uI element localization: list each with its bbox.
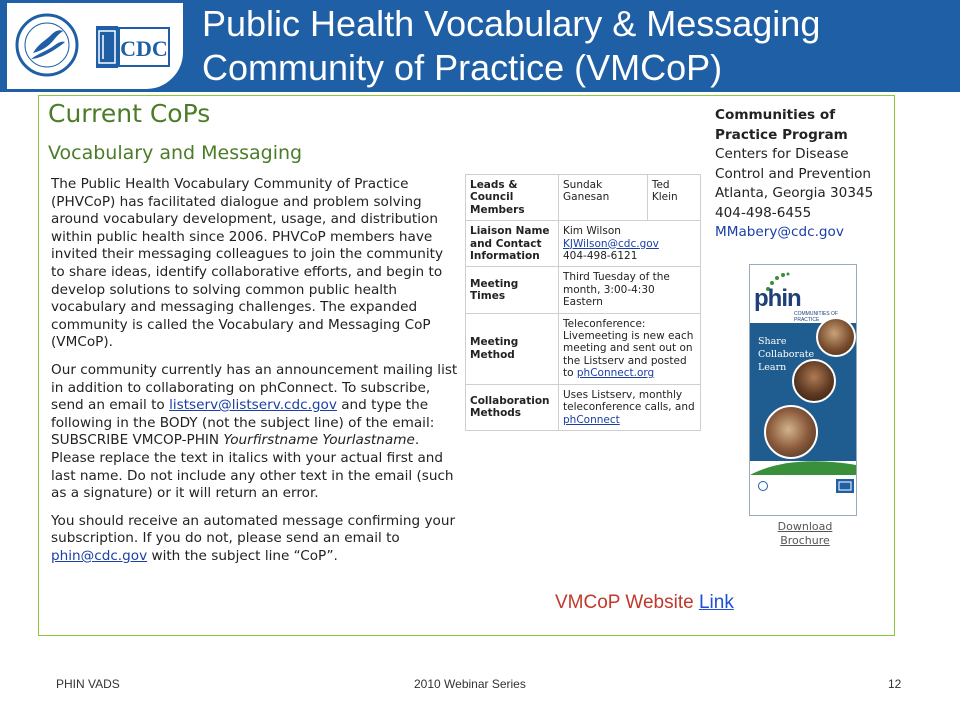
contact-phone: 404-498-6455 [715,204,812,221]
liaison-label: Liaison Name and Contact Information [466,221,559,267]
liaison-phone: 404-498-6121 [563,250,638,263]
subscribe-text-b: and type the following in the BODY (not the subject line) of the email: SUBSCRIBE VMCOP-PHIN [51,397,435,449]
confirm-text-a: You should receive an automated message confirming your subscription. If you do not, please send an email to [51,512,456,547]
meeting-method-cell [559,313,701,384]
brochure-word-learn: Learn [758,362,787,373]
leads-cell-1: Sundak Ganesan [559,175,648,221]
phconnect-link[interactable]: phConnect [563,413,620,426]
confirm-text-b: with the subject line “CoP”. [147,547,338,564]
subscribe-paragraph [51,362,459,503]
slide-title-line2: Community of Practice (VMCoP) [202,47,723,88]
subscribe-text-a: Our community currently has an announcement mailing list in addition to collaborating on phConnect. To subscribe, send an email to [51,361,458,414]
confirm-paragraph [51,513,459,566]
footer-center: 2010 Webinar Series [414,677,526,691]
contact-block [715,106,895,243]
contact-address-line1: Centers for Disease [715,146,849,162]
listserv-email-link[interactable]: listserv@listserv.cdc.gov [169,397,337,414]
collaboration-label: Collaboration Methods [466,384,559,430]
brochure-cover[interactable] [749,264,857,516]
brochure-green-swoosh-icon [750,455,856,475]
meeting-times-label: Meeting Times [466,267,559,313]
brochure-photo-3 [764,405,818,459]
slide-title-line1: Public Health Vocabulary & Messaging [202,3,821,44]
screenshot-panel [38,95,895,636]
slide-title [202,2,942,90]
subscribe-text-c: . Please replace the text in italics with your actual first and last name. Do not include any other text in the email (such as a signature) or it will return an error. [51,432,454,502]
hhs-seal-icon [15,13,79,77]
liaison-cell [559,221,701,267]
description-column [51,176,459,575]
table-row [466,267,701,313]
meeting-method-text: Teleconference: Livemeeting is new each meeting and sent out on the Listserv and posted to [563,317,694,380]
phin-email-link[interactable]: phin@cdc.gov [51,547,148,564]
logo-area [4,0,186,92]
collaboration-text: Uses Listserv, monthly teleconference calls, and [563,388,695,414]
cdc-logo-text: CDC [120,36,168,61]
cop-info-table [465,174,701,431]
contact-org-line1: Communities of [715,107,836,123]
hhs-small-seal-icon [758,481,768,491]
liaison-name: Kim Wilson [563,225,621,238]
phin-logo-text: phin [754,285,801,312]
meeting-method-label: Meeting Method [466,313,559,384]
phconnect-org-link[interactable]: phConnect.org [576,367,655,380]
page-subheading: Vocabulary and Messaging [48,142,303,164]
website-link[interactable]: Link [698,592,734,613]
page-heading: Current CoPs [48,99,211,128]
contact-org-line2: Practice Program [715,126,848,143]
contact-address-line2: Control and Prevention [715,165,872,182]
contact-email-link[interactable]: MMabery@cdc.gov [715,224,844,240]
brochure-photo-1 [816,317,856,357]
table-row [466,175,701,221]
leads-label: Leads & Council Members [466,175,559,221]
table-row [466,313,701,384]
website-label: VMCoP Website [555,592,699,613]
download-brochure-line2: Brochure [780,534,830,547]
phin-tagline: COMMUNITIES OF PRACTICE [794,311,838,323]
intro-paragraph: The Public Health Vocabulary Community of Practice (PHVCoP) has facilitated dialogue and problem solving around vocabulary development, usage, and distribution within public health since 2006. PHVCoP members have invited their messaging colleagues to join the community to share ideas, identify collaborative efforts, and begin to develop solutions to solving common public health vocabulary and messaging challenges. The expanded community is called the Vocabulary and Messaging CoP (VMCoP). [51,176,444,351]
cdc-logo-icon [95,25,171,69]
brochure-word-collaborate: Collaborate [758,349,815,360]
download-brochure-link[interactable] [769,520,841,548]
liaison-email-link[interactable]: KJWilson@cdc.gov [563,237,659,250]
cdc-small-logo-icon [836,479,854,493]
table-row [466,221,701,267]
contact-address-line3: Atlanta, Georgia 30345 [715,185,874,201]
meeting-times-value: Third Tuesday of the month, 3:00-4:30 Eastern [559,267,701,313]
subscribe-italic-text: Yourfirstname Yourlastname [223,432,415,449]
website-link-row [555,592,734,614]
table-row [466,384,701,430]
footer-left: PHIN VADS [56,677,120,691]
download-brochure-line1: Download [777,520,833,533]
leads-cell-2: Ted Klein [647,175,700,221]
brochure-word-share: Share [758,336,787,347]
footer-page-number: 12 [888,677,902,691]
brochure-photo-2 [792,359,836,403]
collaboration-cell [559,384,701,430]
